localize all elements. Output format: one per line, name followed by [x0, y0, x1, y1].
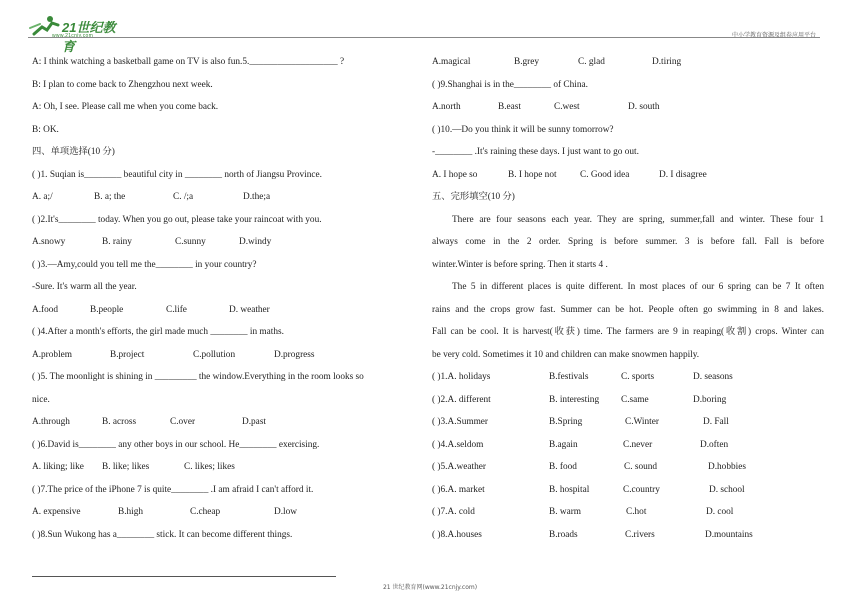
option: ( )1.A. holidays: [432, 372, 491, 382]
question-5: ( )5. The moonlight is shining in _________ the window.Everything in the room looks so: [32, 372, 364, 382]
option: C.same: [621, 395, 649, 405]
option: B. warm: [549, 507, 582, 517]
option: D. school: [709, 485, 745, 495]
option: D. south: [628, 102, 660, 112]
question-8-options: [432, 56, 681, 68]
footer-divider: [32, 576, 336, 577]
option: B. hospital: [549, 485, 590, 495]
option: D. weather: [229, 305, 270, 315]
passage-line: There are four seasons each year. They are spring, summer,fall and winter. These four 1: [452, 215, 824, 225]
option: B.grey: [514, 57, 540, 67]
dialogue-line: A: Oh, I see. Please call me when you come back.: [32, 102, 219, 112]
cloze-question-1: [432, 371, 733, 383]
option: ( )4.A.seldom: [432, 440, 484, 450]
option: C.never: [623, 440, 653, 450]
option: D.often: [700, 440, 729, 450]
option: B. rainy: [102, 237, 132, 247]
option: A.magical: [432, 57, 471, 67]
option: B.festivals: [549, 372, 589, 382]
option: C. /;a: [173, 192, 194, 202]
header-platform-name: 中小学教育资源及组卷应用平台: [731, 32, 816, 39]
option: C. likes; likes: [184, 462, 235, 472]
option: B. food: [549, 462, 577, 472]
option: C.country: [623, 485, 660, 495]
option: A.north: [432, 102, 461, 112]
option: D.progress: [274, 350, 315, 360]
option: ( )5.A.weather: [432, 462, 486, 472]
passage-line: Fall can be cool. It is harvest(收获) time. The farmers are 9 in reaping(收割) crops. Winter can: [432, 327, 824, 337]
question-9: ( )9.Shanghai is in the________ of China.: [432, 80, 588, 90]
section-heading: 四、单项选择(10 分): [32, 147, 115, 157]
question-5-options: [32, 416, 266, 428]
cloze-question-8: [432, 529, 753, 541]
option: ( )7.A. cold: [432, 507, 475, 517]
option: D. I disagree: [659, 170, 707, 180]
option: A.snowy: [32, 237, 66, 247]
option: C. sports: [621, 372, 655, 382]
question-5-continued: nice.: [32, 395, 50, 405]
question-2-options: [32, 236, 271, 248]
option: A. expensive: [32, 507, 81, 517]
cloze-question-3: [432, 416, 729, 428]
question-2: ( )2.It's________ today. When you go out, please take your raincoat with you.: [32, 215, 322, 225]
question-8: ( )8.Sun Wukong has a________ stick. It can become different things.: [32, 530, 293, 540]
option: B.east: [498, 102, 521, 112]
option: D. seasons: [693, 372, 733, 382]
option: B. across: [102, 417, 137, 427]
option: C.Winter: [625, 417, 659, 427]
option: D.mountains: [705, 530, 753, 540]
passage-line: always come in the 2 order. Spring is before summer. 3 is before fall. Fall is before: [432, 237, 824, 247]
option: D.hobbies: [708, 462, 746, 472]
option: B.high: [118, 507, 144, 517]
question-4: ( )4.After a month's efforts, the girl made much ________ in maths.: [32, 327, 284, 337]
option: A.problem: [32, 350, 73, 360]
option: C.sunny: [175, 237, 206, 247]
question-3-answer: -Sure. It's warm all the year.: [32, 282, 137, 292]
option: C. sound: [624, 462, 658, 472]
passage-line: The 5 in different places is quite different. In most places of our 6 spring can be 7 It often: [452, 282, 824, 292]
passage-line: be very cold. Sometimes it 10 and children can make snowmen happily.: [432, 350, 700, 360]
option: B. interesting: [549, 395, 600, 405]
option: ( )6.A. market: [432, 485, 485, 495]
option: ( )2.A. different: [432, 395, 491, 405]
option: C.over: [170, 417, 196, 427]
option: B.roads: [549, 530, 578, 540]
question-1: ( )1. Suqian is________ beautiful city in ________ north of Jiangsu Province.: [32, 170, 322, 180]
option: ( )8.A.houses: [432, 530, 482, 540]
option: C.hot: [626, 507, 647, 517]
question-10: ( )10.—Do you think it will be sunny tomorrow?: [432, 125, 614, 135]
dialogue-line: A: I think watching a basketball game on TV is also fun.5.___________________ ?: [32, 57, 345, 67]
option: B.people: [90, 305, 124, 315]
dialogue-line: B: I plan to come back to Zhengzhou next week.: [32, 80, 213, 90]
option: D.low: [274, 507, 297, 517]
header-divider: [28, 37, 820, 38]
option: D. cool: [706, 507, 734, 517]
logo-url: www.21cnjy.com: [52, 33, 94, 39]
option: C.rivers: [625, 530, 655, 540]
cloze-question-4: [432, 439, 728, 451]
option: ( )3.A.Summer: [432, 417, 489, 427]
option: A. liking; like: [32, 462, 84, 472]
question-1-options: [32, 191, 270, 203]
question-6-options: [32, 461, 235, 473]
cloze-question-7: [432, 506, 733, 518]
option: A. a;/: [32, 192, 53, 202]
option: C. Good idea: [580, 170, 630, 180]
question-10-options: [432, 169, 707, 181]
dialogue-line: B: OK.: [32, 125, 59, 135]
option: C.west: [554, 102, 580, 112]
question-6: ( )6.David is________ any other boys in our school. He________ exercising.: [32, 440, 320, 450]
option: B. a; the: [94, 192, 126, 202]
option: A. I hope so: [432, 170, 478, 180]
question-3-options: [32, 304, 270, 316]
option: B.project: [110, 350, 145, 360]
question-9-options: [432, 101, 660, 113]
option: B. I hope not: [508, 170, 557, 180]
option: C.cheap: [190, 507, 221, 517]
passage-line: rains and the crops grow fast. Summer can be hot. People often go swimming in 8 and lakes.: [432, 305, 824, 315]
option: A.through: [32, 417, 70, 427]
option: B.Spring: [549, 417, 583, 427]
cloze-question-5: [432, 461, 746, 473]
page-footer: 21 世纪教育网(www.21cnjy.com): [382, 584, 478, 591]
cloze-question-2: [432, 394, 726, 406]
option: D.past: [242, 417, 267, 427]
option: D.windy: [239, 237, 272, 247]
section-heading: 五、完形填空(10 分): [432, 192, 515, 202]
option: C.pollution: [193, 350, 236, 360]
question-3: ( )3.—Amy,could you tell me the________ in your country?: [32, 260, 257, 270]
cloze-question-6: [432, 484, 745, 496]
option: D.tiring: [652, 57, 682, 67]
question-7: ( )7.The price of the iPhone 7 is quite________ .I am afraid I can't afford it.: [32, 485, 314, 495]
option: B.again: [549, 440, 578, 450]
logo-text: 21世纪教育: [62, 20, 116, 54]
option: C. glad: [578, 57, 605, 67]
option: D. Fall: [703, 417, 729, 427]
option: D.boring: [693, 395, 727, 405]
question-10-reply: -________ .It's raining these days. I just want to go out.: [432, 147, 639, 157]
option: B. like; likes: [102, 462, 150, 472]
question-4-options: [32, 349, 315, 361]
option: A.food: [32, 305, 59, 315]
option: C.life: [166, 305, 187, 315]
question-7-options: [32, 506, 297, 518]
passage-line: winter.Winter is before spring. Then it starts 4 .: [432, 260, 608, 270]
option: D.the;a: [243, 192, 271, 202]
